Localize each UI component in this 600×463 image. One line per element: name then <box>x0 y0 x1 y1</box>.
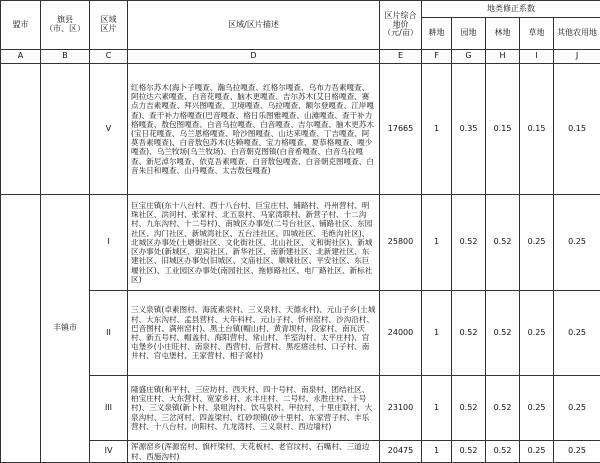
zone-cell: I <box>90 195 128 291</box>
header-coef-farmland: 耕地 <box>422 18 452 50</box>
description-cell: 浑源窑乡(浑源窑村、旗杆梁村、天花板村、老官坟村、石嘴村、三道边村、西施沟村) <box>128 441 380 463</box>
coef-forest-cell: 0.52 <box>486 291 520 376</box>
letter-f: F <box>422 50 452 64</box>
header-coef-grassland: 草地 <box>520 18 554 50</box>
league-cell <box>1 195 41 463</box>
zone-cell: II <box>90 291 128 376</box>
header-zone: 区域 区片 <box>90 1 128 50</box>
header-coef-group: 地类修正系数 <box>422 1 600 18</box>
coef-farmland-cell: 1 <box>422 441 452 463</box>
coef-other-cell: 0.15 <box>554 64 600 195</box>
league-cell <box>1 64 41 195</box>
coef-orchard-cell: 0.35 <box>452 64 486 195</box>
coef-forest-cell: 0.52 <box>486 441 520 463</box>
coef-grassland-cell: 0.15 <box>520 64 554 195</box>
price-cell: 25800 <box>380 195 422 291</box>
description-cell: 红格尔苏木(海卜子嘎查、瀚乌拉嘎查、红格尔嘎查、乌布力吾素嘎查、阿拉达六素嘎查、白音花嘎查、脑木更嘎查、吉尔苏木(艾日格嘎查、赛点力吉素嘎查、拜兴图嘎查、卫境嘎查、乌拉嘎查、额尔登嘎查、江岸嘎查)、查干补力格嘎查(巴音嘎查、格日乐图雅嘎查、山滩嘎查、查干补力格嘎查、敖包图嘎查、白音乌拉嘎查、白音嘎查、吉尔嘎查、脑木更苏木(宝日花嘎查、乌兰恩格嘎查、哈沙图嘎查、山达来嘎查、丁吉嘎查、阿莫吾素嘎查)、白音敖包苏木(达赖嘎查、宝力格嘎查、夏恭格嘎查、嘎少嘎查)、乌兰牧场(乌兰牧场)、白音朝克图镇(白音希嘎查、白音乌拉嘎查、新尼淖尔嘎查、依克吾素嘎查、白音敖包嘎查、白音朝克图嘎查、白音朱日和嘎查、山丹嘎查、太吉敖包嘎查) <box>128 64 380 195</box>
coef-grassland-cell: 0.25 <box>520 376 554 441</box>
coef-other-cell: 0.25 <box>554 376 600 441</box>
zone-cell: IV <box>90 441 128 463</box>
letter-b: B <box>41 50 90 64</box>
coef-farmland-cell: 1 <box>422 195 452 291</box>
table-row <box>1 195 600 291</box>
price-cell: 17665 <box>380 64 422 195</box>
letter-a: A <box>1 50 41 64</box>
coef-grassland-cell: 0.25 <box>520 291 554 376</box>
coef-orchard-cell: 0.52 <box>452 195 486 291</box>
coef-orchard-cell: 0.52 <box>452 441 486 463</box>
letter-j: J <box>554 50 600 64</box>
header-county: 旗县 （市、区） <box>41 1 90 50</box>
county-cell: 丰镇市 <box>41 195 90 463</box>
price-cell: 24000 <box>380 291 422 376</box>
coef-grassland-cell: 0.25 <box>520 195 554 291</box>
price-cell: 20475 <box>380 441 422 463</box>
table-row <box>1 64 600 195</box>
header-coef-orchard: 园地 <box>452 18 486 50</box>
coef-forest-cell: 0.52 <box>486 195 520 291</box>
header-row-1 <box>1 1 600 18</box>
table-row <box>1 291 600 376</box>
coef-other-cell: 0.25 <box>554 291 600 376</box>
header-description: 区域/区片描述 <box>128 1 380 50</box>
table-row <box>1 441 600 463</box>
description-cell: 三义泉镇(卓素图村、海流素泉村、三义泉村、天德永村)、元山子乡(土城村、大东沟村、孟县营村、大年科村、元山子村、忻州窑村、沙沟沿村、巴音图村、满州窑村)、黑土台镇(帽山村、黄青坝村、段家村、南瓦沃村、新五号村、帽盖村、海阳营村、常山村、羊室沟村、太平庄村)、官屯堡乡(小庄旺村、南泉村、西营村、后营村、黑疙瘩洼村、口子村、南井村、官屯堡村、王家营村、相子窝村) <box>128 291 380 376</box>
letter-d: D <box>128 50 380 64</box>
letter-h: H <box>486 50 520 64</box>
header-league: 盟市 <box>1 1 41 50</box>
letter-i: I <box>520 50 554 64</box>
coef-other-cell: 0.25 <box>554 441 600 463</box>
letter-g: G <box>452 50 486 64</box>
description-cell: 隆盛庄镇(和平村、三应坊村、西天村、四十号村、南泉村、团结社区、柏宝庄村、大东营村、宽家乡村、永丰庄村、二号村、永胜庄村、十号村)、三义泉镇(新卜村、泉咀沟村、饮马泉村、甲拉村、十里庄联村、大泉沟村、三岔河村、四盖梁村、红砂坝镇(砂十里村、东家营子村、丰乐营村、十八台村、向阳村、九龙湾村、三义泉村、西边墙村) <box>128 376 380 441</box>
coef-orchard-cell: 0.52 <box>452 376 486 441</box>
header-coef-forest: 林地 <box>486 18 520 50</box>
column-letter-row <box>1 50 600 64</box>
header-coef-other: 其他农用地 <box>554 18 600 50</box>
coef-grassland-cell: 0.25 <box>520 441 554 463</box>
coef-farmland-cell: 1 <box>422 376 452 441</box>
price-cell: 23100 <box>380 376 422 441</box>
description-cell: 巨宝庄镇(东十八台村、西十八台村、巨宝庄村、铺路村、丹州营村、明珠社区、洪河村、张家村、北五泉村、马家湾联村、新营子村、十二沟村、九东沟村、十二号村)、南城区办事处(二号台社区、铺路社区、东园社区、沟门社区、新城湾社区、五台洼社区、四城社区、毛绝沟社区)、北城区办事处(土塘街社区、文化街社区、北山社区、义和街社区)、新城区办事处(新城区、迎宾社区、新华社区、南新建社区、北新建社区、东建社区、旧城区办事处(旧城区、文庙社区、顺城社区、平安社区、东巨堰社区)、工业园区办事处(南园社区、拖修路社区、电厂路社区、新标社区) <box>128 195 380 291</box>
zone-cell: V <box>90 64 128 195</box>
table-row <box>1 376 600 441</box>
coef-orchard-cell: 0.52 <box>452 291 486 376</box>
letter-c: C <box>90 50 128 64</box>
coef-farmland-cell: 1 <box>422 291 452 376</box>
coef-forest-cell: 0.15 <box>486 64 520 195</box>
zone-cell: III <box>90 376 128 441</box>
county-cell <box>41 64 90 195</box>
coef-farmland-cell: 1 <box>422 64 452 195</box>
letter-e: E <box>380 50 422 64</box>
coef-forest-cell: 0.52 <box>486 376 520 441</box>
header-price: 区片综合 地价 （元/亩） <box>380 1 422 50</box>
coef-other-cell: 0.25 <box>554 195 600 291</box>
